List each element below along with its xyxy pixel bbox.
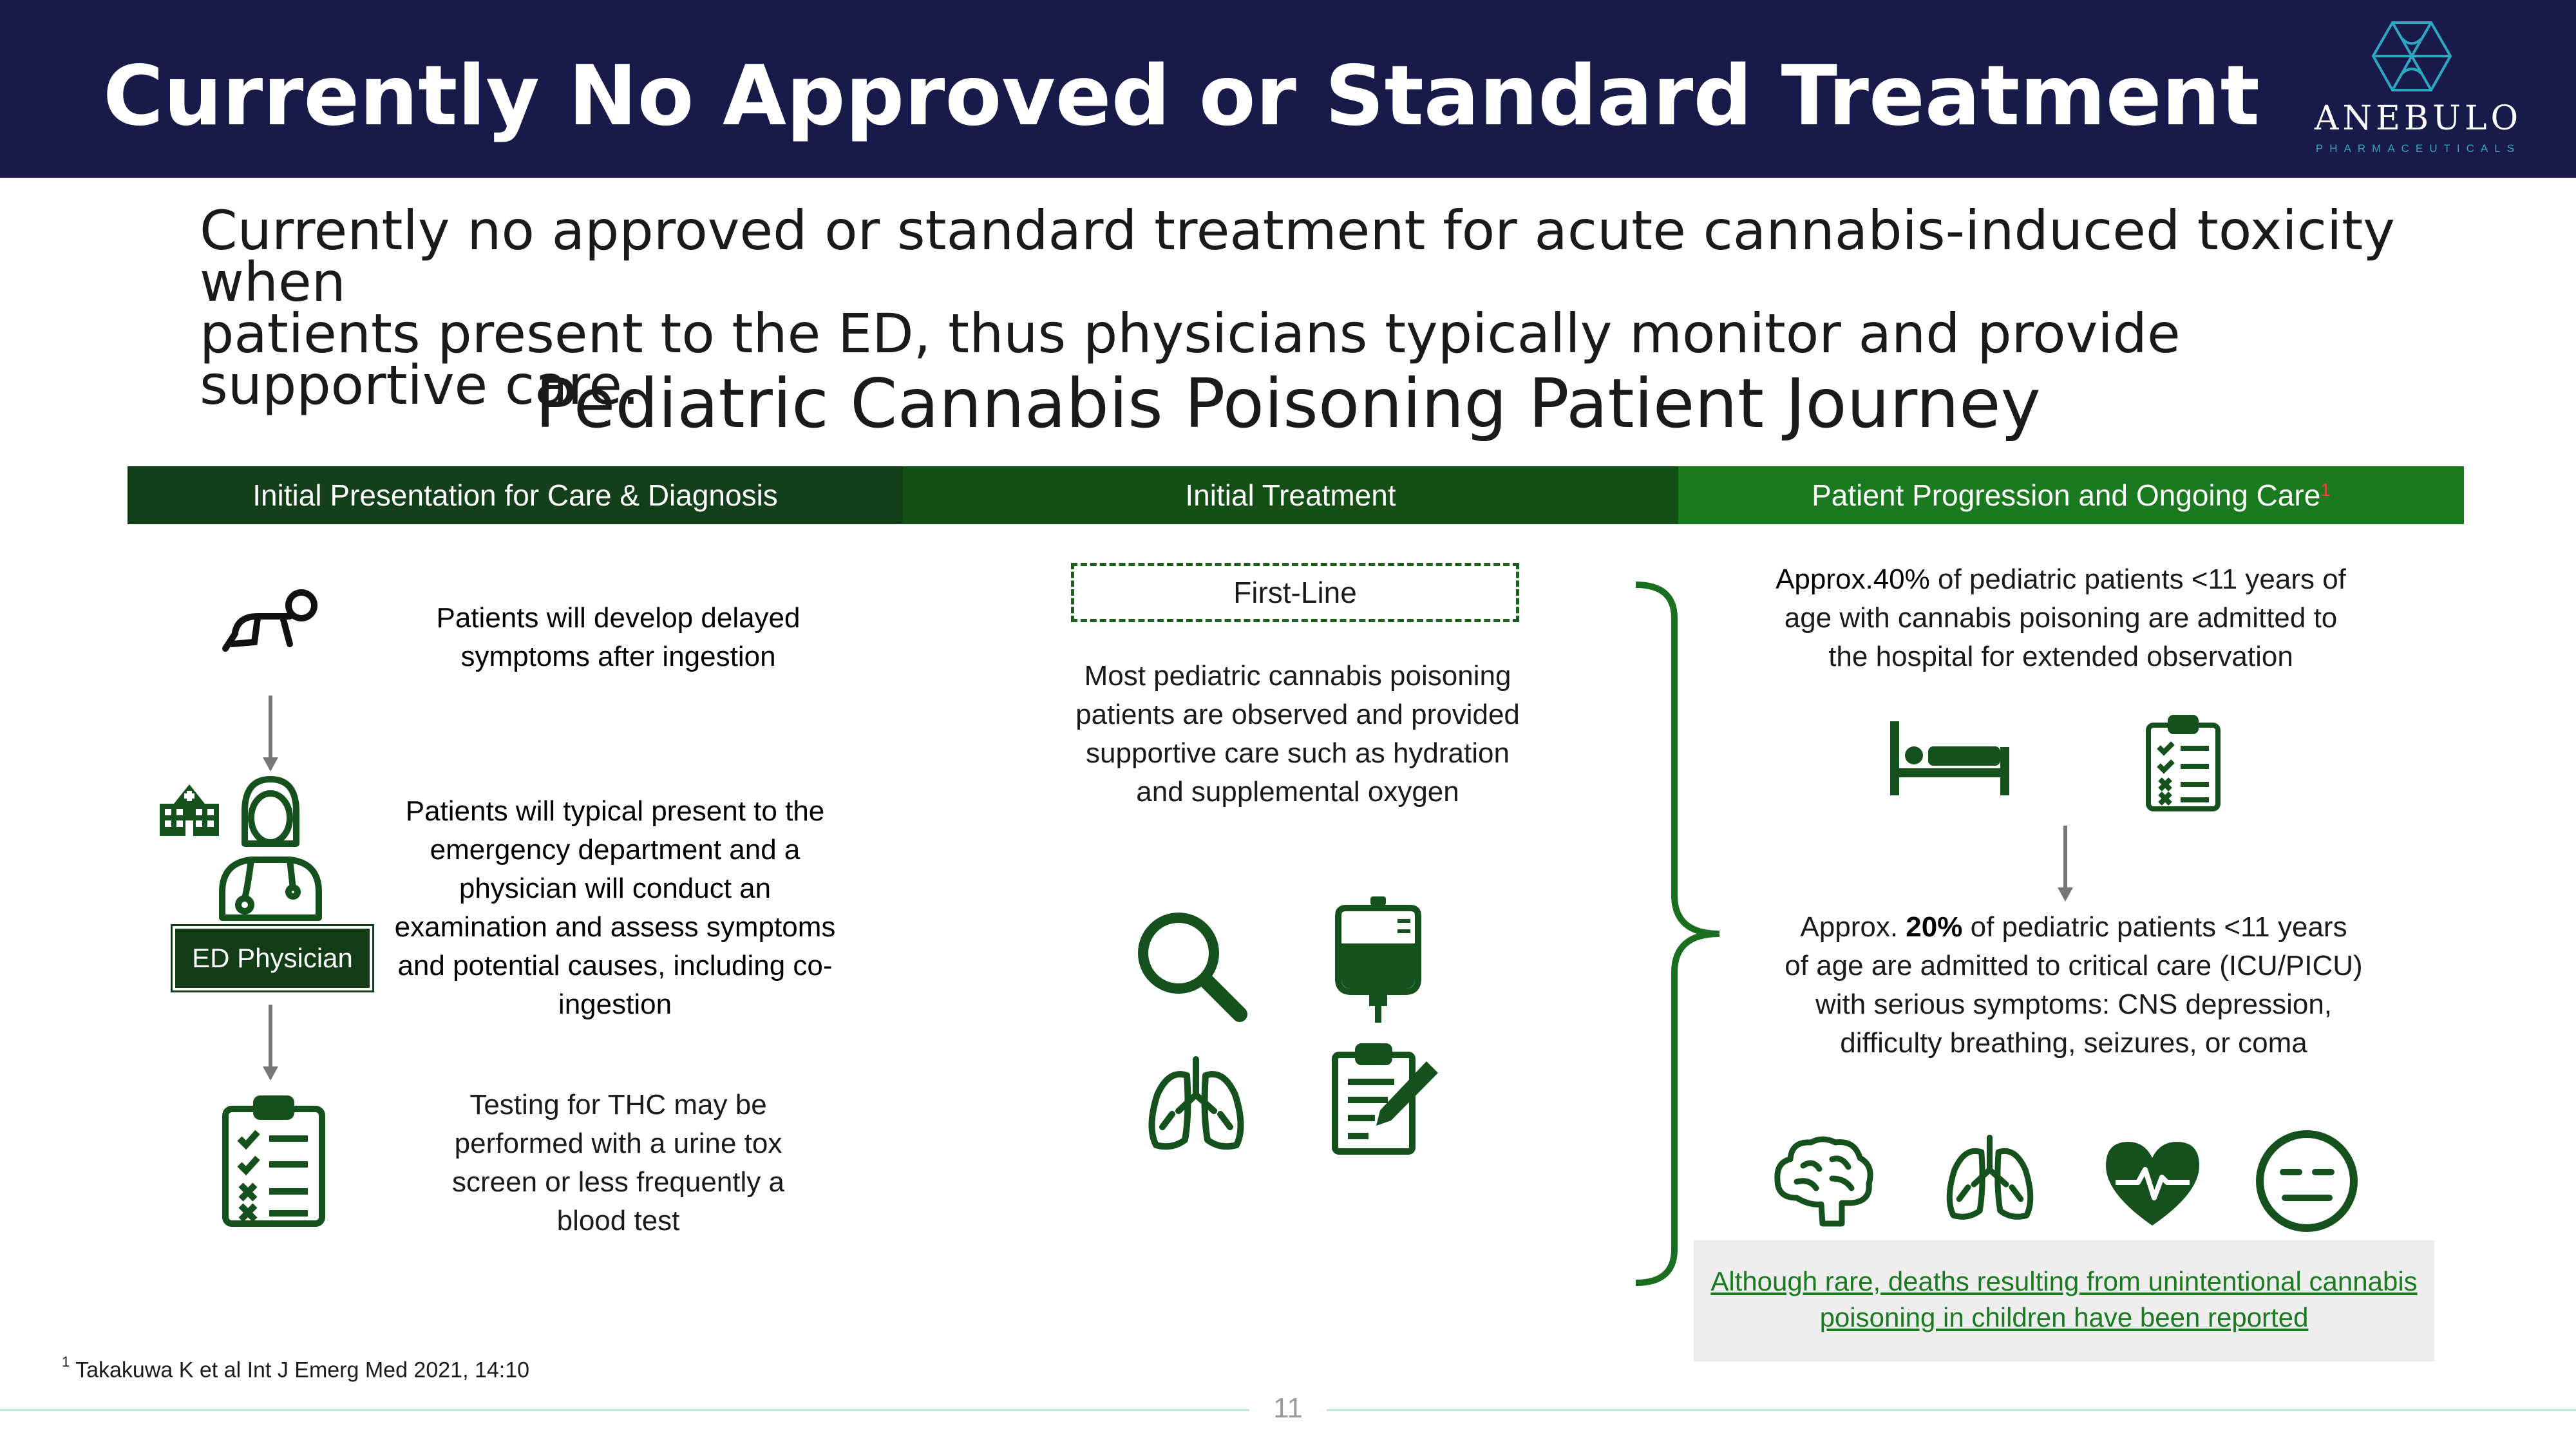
magnifier-icon — [1133, 908, 1249, 1024]
step2-text — [374, 792, 857, 1024]
text-run: Approx. — [1800, 911, 1906, 943]
text-line: difficulty breathing, seizures, or coma — [1840, 1027, 2307, 1059]
band-initial-treatment — [903, 466, 1678, 524]
footer-divider — [1327, 1409, 2576, 1411]
footer-divider — [0, 1409, 1249, 1411]
band-initial-presentation — [128, 466, 903, 524]
text-run: of pediatric patients <11 years — [1962, 911, 2347, 943]
text-line: poisoning in children have been reported — [1819, 1302, 2309, 1332]
text-line: screen or less frequently a — [451, 1166, 785, 1198]
journey-title: Pediatric Cannabis Poisoning Patient Journey — [535, 365, 2041, 443]
text-line: the hospital for extended observation — [1828, 641, 2293, 672]
text-line: emergency department and a — [430, 834, 800, 866]
band-label: Patient Progression and Ongoing Care — [1812, 478, 2321, 512]
footnote — [62, 1356, 529, 1383]
logo-wordmark: ANEBULO — [2314, 99, 2523, 138]
heart-pulse-icon — [2103, 1139, 2202, 1229]
neutral-face-icon — [2254, 1128, 2360, 1235]
text-line: blood test — [556, 1205, 680, 1236]
footnote-text: Takakuwa K et al Int J Emerg Med 2021, 14:10 — [75, 1358, 530, 1383]
footnote-marker: 1 — [2320, 480, 2331, 500]
step1-text — [380, 599, 857, 676]
text-line: and potential causes, including co- — [397, 950, 833, 981]
admission-40-text — [1732, 560, 2389, 676]
intro-line: Currently no approved or standard treatment for acute cannabis-induced toxicity when — [200, 199, 2395, 314]
slide-title: Currently No Approved or Standard Treatment — [103, 48, 2260, 144]
iv-bag-icon — [1333, 895, 1423, 1024]
text-line: examination and assess symptoms — [394, 911, 836, 943]
down-arrow-icon — [261, 696, 280, 773]
text-line: physician will conduct an — [459, 873, 772, 904]
stat-bold: Approx.40% — [1776, 564, 1930, 595]
first-line-label: First-Line — [1071, 563, 1519, 622]
admission-20-text — [1739, 908, 2409, 1063]
down-arrow-icon — [2056, 826, 2075, 903]
hospital-bed-icon — [1887, 718, 2012, 799]
text-line: Although rare, deaths resulting from unintentional cannabis — [1710, 1266, 2418, 1296]
brain-icon — [1771, 1133, 1877, 1230]
text-line — [1732, 560, 2389, 599]
crawling-baby-icon — [219, 587, 322, 658]
text-line: and supplemental oxygen — [1136, 776, 1459, 808]
clipboard-pencil-icon — [1330, 1043, 1443, 1156]
ed-physician-tag: ED Physician — [173, 926, 372, 990]
grouping-brace — [1629, 580, 1726, 1288]
text-line: with serious symptoms: CNS depression, — [1815, 989, 2333, 1020]
page-number: 11 — [1273, 1392, 1303, 1424]
logo-subtitle: PHARMACEUTICALS — [2315, 142, 2521, 155]
text-line — [1739, 908, 2409, 947]
text-line: Patients will develop delayed — [436, 602, 800, 634]
text-line: performed with a urine tox — [454, 1128, 782, 1159]
treatment-text — [1043, 657, 1552, 811]
text-line: Testing for THC may be — [469, 1089, 767, 1121]
lungs-icon — [1942, 1133, 2038, 1224]
checklist-clipboard-icon — [219, 1095, 328, 1227]
text-line: supportive care such as hydration — [1086, 737, 1510, 769]
band-label: Initial Presentation for Care & Diagnosis — [252, 478, 778, 512]
text-line: Most pediatric cannabis poisoning — [1084, 660, 1511, 692]
down-arrow-icon — [261, 1005, 280, 1082]
text-run: of pediatric patients <11 years of — [1929, 564, 2346, 595]
intro-line: patients present to the ED, thus physicians typically monitor and provide supportive care. — [200, 302, 2181, 417]
physician-icon — [213, 773, 328, 921]
lungs-icon — [1143, 1056, 1249, 1153]
band-progression-care — [1678, 466, 2464, 524]
band-label: Initial Treatment — [1185, 478, 1396, 512]
text-line: symptoms after ingestion — [460, 641, 776, 672]
text-line: Patients will typical present to the — [405, 795, 825, 827]
text-line: patients are observed and provided — [1075, 699, 1520, 730]
text-line: ingestion — [558, 989, 672, 1020]
stat-bold: 20% — [1906, 911, 1963, 943]
footnote-marker: 1 — [62, 1354, 70, 1370]
text-line: age with cannabis poisoning are admitted to — [1784, 602, 2338, 634]
anebulo-logo-mark-icon — [2370, 19, 2454, 93]
rare-deaths-note — [1694, 1264, 2434, 1336]
text-line: of age are admitted to critical care (ICU/PICU) — [1785, 950, 2363, 981]
checklist-clipboard-icon — [2145, 715, 2222, 811]
step3-text — [399, 1086, 837, 1240]
